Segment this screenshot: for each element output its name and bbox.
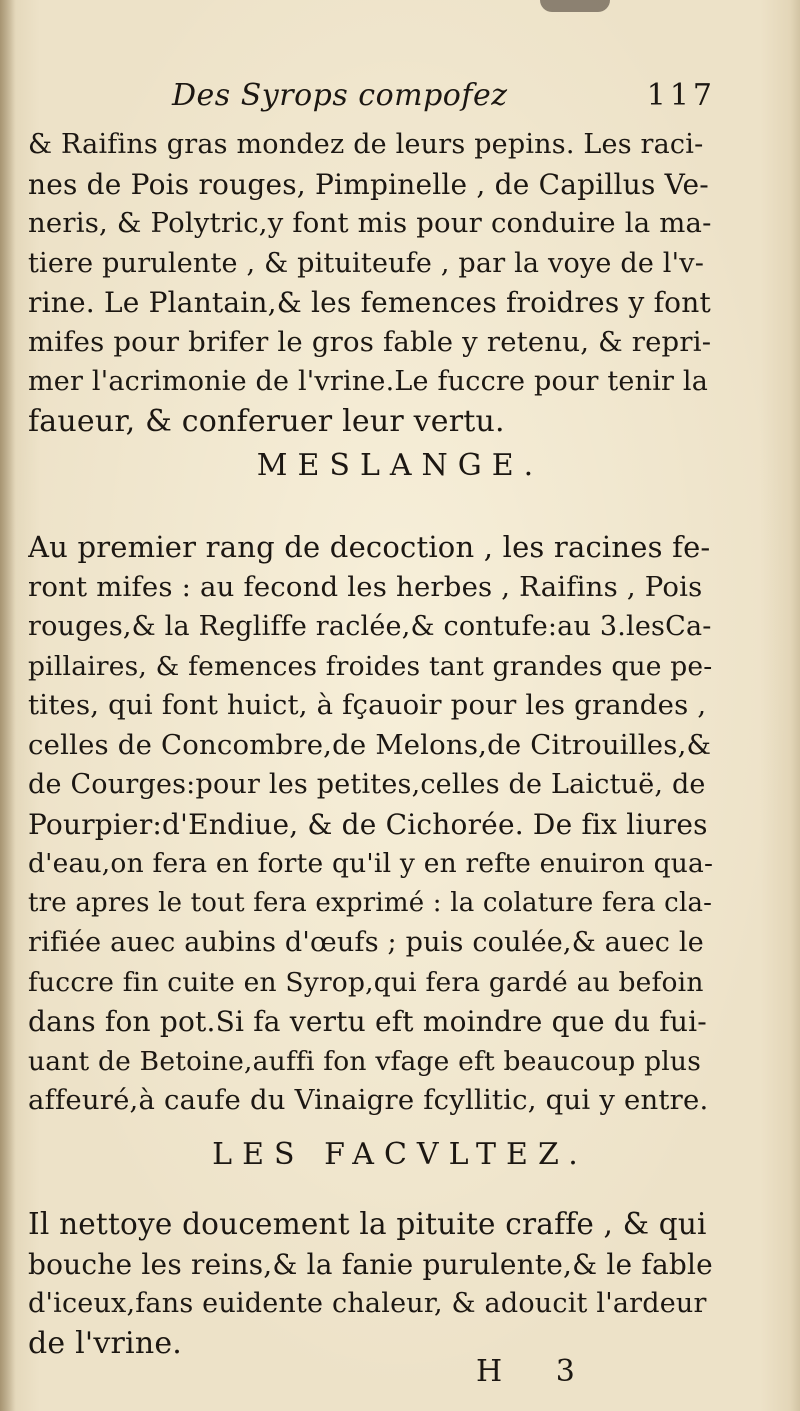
text-line: mer l'acrimonie de l'vrine.Le fuccre pour tenir la	[28, 366, 709, 397]
running-head	[36, 78, 716, 122]
paragraph-2	[28, 528, 713, 1121]
text-line: tre apres le tout fera exprimé : la colature fera cla-	[28, 887, 713, 918]
text-line: nes de Pois rouges, Pimpinelle , de Capillus Ve-	[28, 167, 709, 201]
text-line: bouche les reins,& la fanie purulente,& le fable	[28, 1247, 713, 1281]
text-line: tites, qui font huict, à fçauoir pour les grandes ,	[28, 689, 707, 721]
text-line: d'iceux,fans euidente chaleur, & adoucit l'ardeur	[28, 1288, 707, 1319]
paragraph-3	[28, 1205, 713, 1363]
text-line: celles de Concombre,de Melons,de Citrouilles,&	[28, 728, 712, 761]
text-line: Pourpier:d'Endiue, & de Cichorée. De fix liures	[28, 807, 708, 841]
text-line: ront mifes : au fecond les herbes , Raifins , Pois	[28, 570, 703, 603]
text-line: mifes pour brifer le gros fable y retenu, & repri-	[28, 325, 712, 358]
text-line: tiere purulente , & pituiteufe , par la voye de l'v-	[28, 247, 705, 279]
section-heading-meslange: MESLANGE.	[256, 448, 544, 483]
text-line: neris, & Polytric,y font mis pour conduire la ma-	[28, 207, 712, 239]
paragraph-1	[28, 125, 713, 441]
text-line: uant de Betoine,auffi fon vfage eft beaucoup plus	[28, 1045, 701, 1077]
text-line: affeuré,à caufe du Vinaigre fcyllitic, qui y entre.	[28, 1084, 709, 1116]
text-line: d'eau,on fera en forte qu'il y en refte enuiron qua-	[28, 848, 713, 879]
page-number: 117	[646, 78, 716, 113]
section-heading-facultez: LES FACVLTEZ.	[212, 1137, 588, 1172]
text-line: rifiée auec aubins d'œufs ; puis coulée,& auec le	[28, 927, 704, 958]
running-head-title: Des Syrops compofez	[172, 78, 508, 113]
signature-mark: H 3	[476, 1354, 597, 1389]
text-line: de Courges:pour les petites,celles de Laictuë, de	[28, 769, 706, 800]
text-line: faueur, & conferuer leur vertu.	[28, 403, 505, 439]
ink-stain	[540, 0, 610, 12]
gutter-shadow	[0, 0, 16, 1411]
text-line: Au premier rang de decoction , les racines fe-	[28, 530, 711, 564]
text-line: pillaires, & femences froides tant grandes que pe-	[28, 650, 713, 682]
text-line: rouges,& la Regliffe raclée,& contufe:au 3.lesCa-	[28, 611, 712, 642]
text-line: & Raifins gras mondez de leurs pepins. Les raci-	[28, 129, 704, 160]
text-line: dans fon pot.Si fa vertu eft moindre que du fui-	[28, 1005, 707, 1038]
text-line: rine. Le Plantain,& les femences froidres y font	[28, 286, 711, 319]
text-line: Il nettoye doucement la pituite craffe , & qui	[28, 1207, 707, 1241]
text-line: de l'vrine.	[28, 1325, 183, 1361]
text-line: fuccre fin cuite en Syrop,qui fera gardé au befoin	[28, 966, 704, 998]
